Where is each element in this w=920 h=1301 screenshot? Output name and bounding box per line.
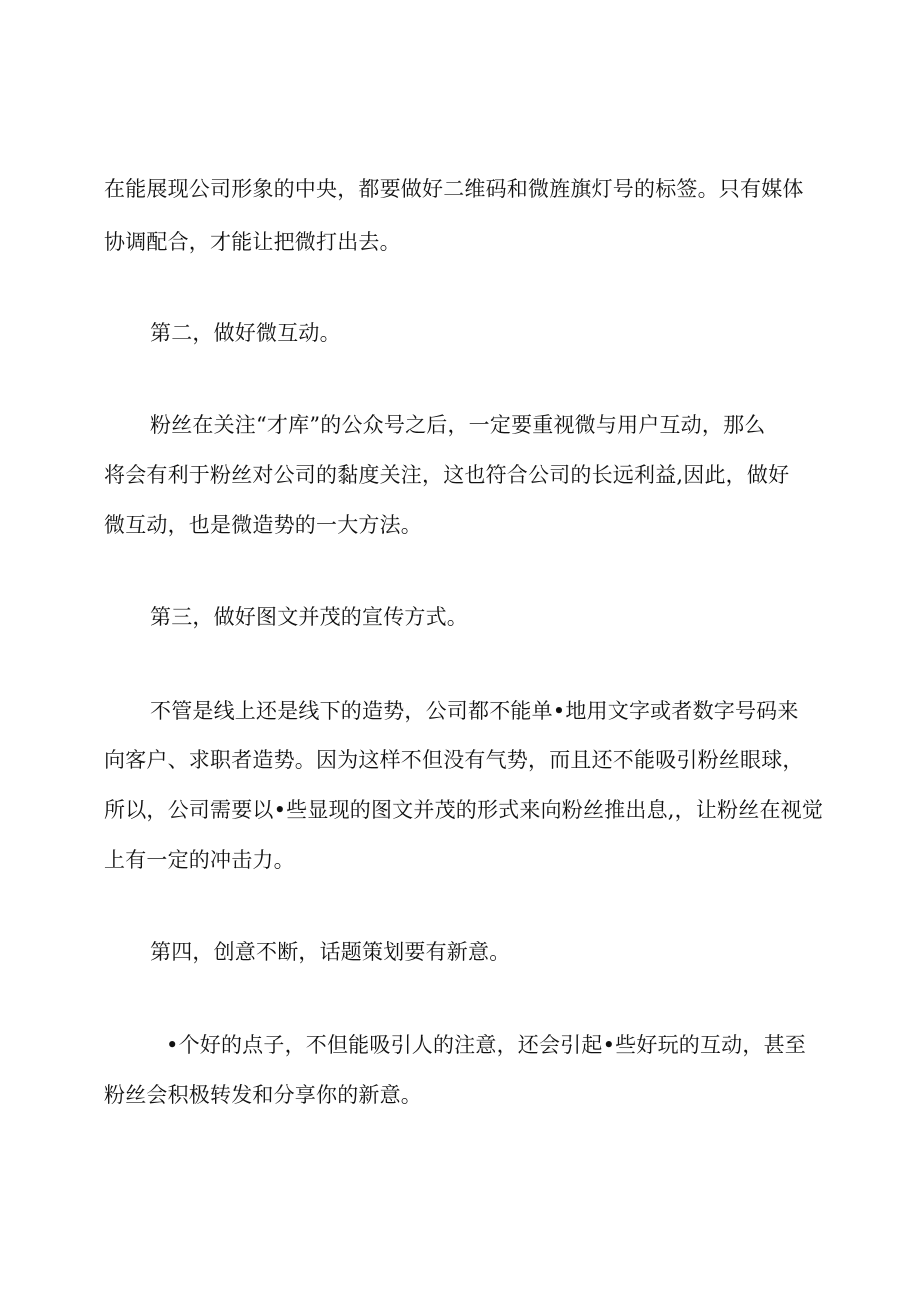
- paragraph-3-line-2: 向客户、求职者造势。因为这样不但没有气势，而且还不能吸引粉丝眼球，: [104, 748, 804, 772]
- paragraph-1-line-1: 在能展现公司形象的中央，都要做好二维码和微旌旗灯号的标签。只有媒体: [104, 177, 804, 201]
- paragraph-3-line-1: 不管是线上还是线下的造势，公司都不能单•地用文字或者数字号码来: [150, 699, 799, 723]
- heading-second: 第二，做好微互动。: [150, 321, 341, 345]
- paragraph-3-line-4: 上有一定的冲击力。: [104, 848, 295, 872]
- heading-third: 第三，做好图文并茂的宣传方式。: [150, 605, 468, 629]
- paragraph-2-line-3: 微互动，也是微造势的一大方法。: [104, 513, 422, 537]
- heading-fourth: 第四，创意不断，话题策划要有新意。: [150, 940, 511, 964]
- paragraph-2-line-2: 将会有利于粉丝对公司的黏度关注，这也符合公司的长远利益,因此，做好: [104, 463, 790, 487]
- paragraph-3-line-3: 所以，公司需要以•些显现的图文并茂的形式来向粉丝推出息,，让粉丝在视觉: [104, 798, 824, 822]
- paragraph-2-line-1: 粉丝在关注“才库”的公众号之后，一定要重视微与用户互动，那么: [150, 413, 766, 437]
- paragraph-1-line-2: 协调配合，才能让把微打出去。: [104, 230, 401, 254]
- paragraph-4-line-1: •个好的点子，不但能吸引人的注意，还会引起•些好玩的互动，甚至: [166, 1033, 806, 1057]
- paragraph-4-line-2: 粉丝会积极转发和分享你的新意。: [104, 1083, 422, 1107]
